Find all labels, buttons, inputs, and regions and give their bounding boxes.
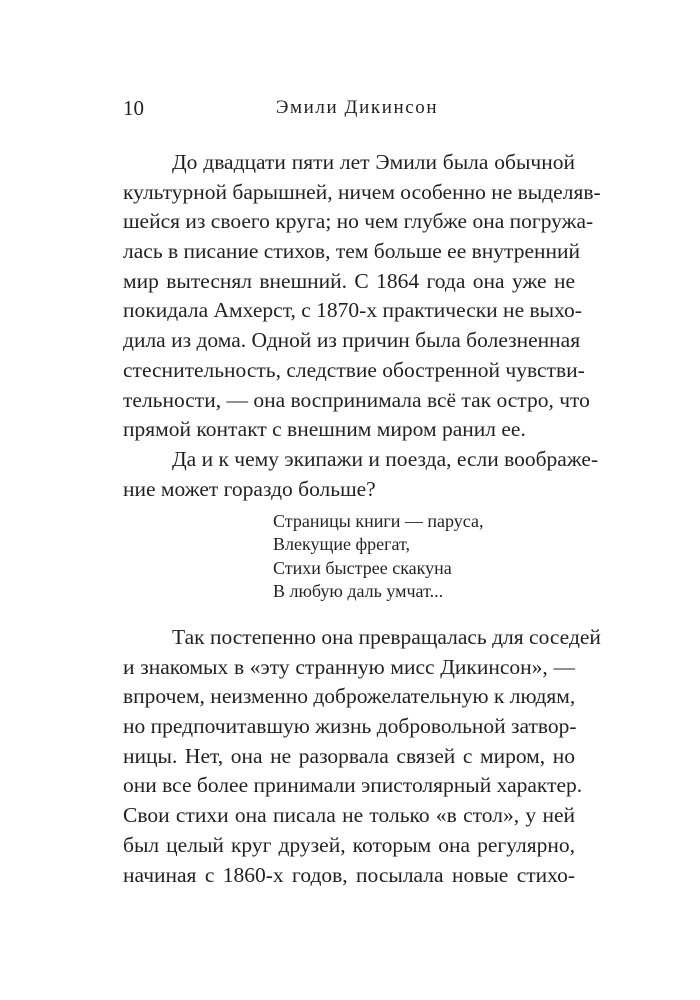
text-line: но предпочитавшую жизнь добровольной затвор-	[123, 714, 577, 739]
text-line: лась в писание стихов, тем больше ее внутренний	[123, 239, 581, 264]
poem-line: Стихи быстрее скакуна	[273, 557, 452, 578]
text-line: тельности, — она воспринимала всё так остро, что	[123, 387, 590, 412]
paragraph-block-1	[123, 148, 601, 504]
poem-line: В любую даль умчат...	[273, 580, 444, 601]
text-line: начиная с 1860-х годов, посылала новые стихо-	[123, 862, 575, 887]
text-line: шейся из своего круга; но чем глубже она погружа-	[123, 209, 594, 234]
text-line: До двадцати пяти лет Эмили была обычной	[172, 150, 575, 174]
text-line: покидала Амхерст, с 1870-х практически не выхо-	[123, 298, 582, 323]
text-line: Так постепенно она превращалась для соседей	[172, 625, 601, 649]
text-line: и знакомых в «эту странную мисс Дикинсон», —	[123, 654, 575, 679]
text-line: дила из дома. Одной из причин была болезненная	[123, 328, 581, 353]
text-line: Свои стихи она писала не только «в стол», у ней	[123, 803, 575, 828]
text-line: был целый круг друзей, которым она регулярно,	[123, 832, 575, 857]
poem-line: Влекущие фрегат,	[273, 534, 411, 555]
text-line: мир вытеснял внешний. С 1864 года она уже не	[123, 268, 575, 293]
text-line: впрочем, неизменно доброжелательную к людям,	[123, 684, 576, 709]
text-line: стеснительность, следствие обостренной чувстви-	[123, 357, 585, 382]
poem-epigraph	[273, 510, 483, 603]
text-line: культурной барышней, ничем особенно не выделяв-	[123, 179, 601, 204]
text-line: они все более принимали эпистолярный характер.	[123, 773, 583, 798]
paragraph-block-2	[123, 623, 601, 890]
text-line: ние может гораздо больше?	[123, 476, 376, 501]
page-number: 10	[123, 96, 144, 120]
text-line: ницы. Нет, она не разорвала связей с миром, но	[123, 743, 575, 768]
text-line: прямой контакт с внешним миром ранил ее.	[123, 417, 526, 442]
running-title: Эмили Дикинсон	[275, 97, 439, 118]
text-line: Да и к чему экипажи и поезда, если воображе-	[172, 446, 599, 471]
poem-line: Страницы книги — паруса,	[273, 511, 484, 531]
